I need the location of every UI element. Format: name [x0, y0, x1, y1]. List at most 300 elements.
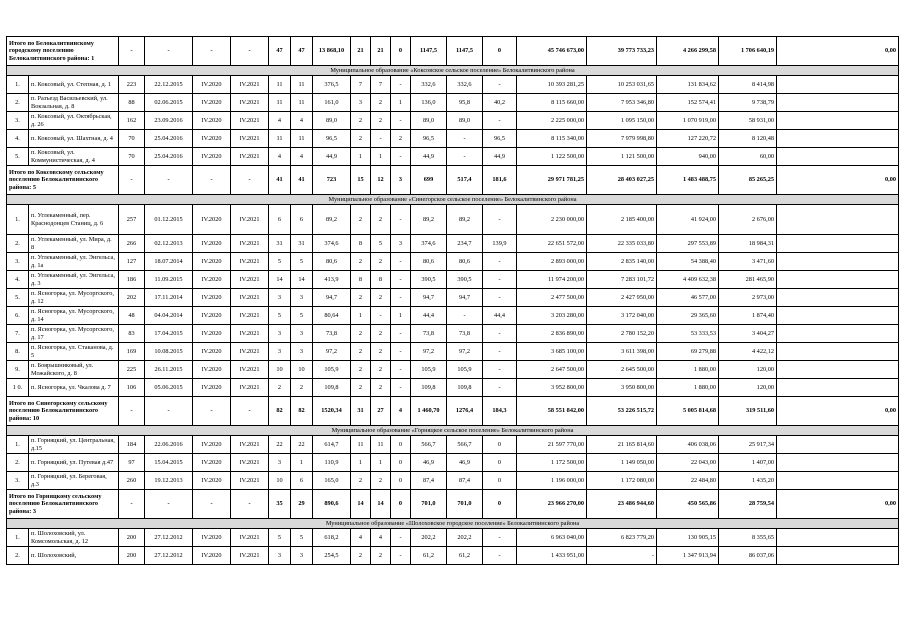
subtotal-cell: 47 — [291, 37, 313, 66]
data-cell: 40,2 — [483, 94, 517, 112]
data-cell: IV.2020 — [193, 76, 231, 94]
data-cell: IV.2020 — [193, 235, 231, 253]
section-title: Муниципальное образование «Коксовское сельское поселение» Белокалитвинского района — [7, 66, 899, 76]
data-cell: - — [483, 547, 517, 565]
data-cell: IV.2021 — [231, 547, 269, 565]
resettlement-table — [6, 36, 899, 565]
data-cell: 23.09.2016 — [145, 112, 193, 130]
data-cell: 566,7 — [411, 436, 447, 454]
data-cell: 3 471,60 — [719, 253, 777, 271]
data-cell: 2 — [371, 94, 391, 112]
data-cell: 69 279,88 — [657, 343, 719, 361]
subtotal-cell: 699 — [411, 166, 447, 195]
table-row — [7, 76, 899, 94]
data-cell — [777, 325, 899, 343]
data-cell: 80,6 — [313, 253, 351, 271]
data-cell: - — [371, 130, 391, 148]
data-cell: 4 — [351, 529, 371, 547]
address-cell: п. Углекаменный, ул. Энгельса, д. 3 — [29, 271, 119, 289]
data-cell: 11 — [371, 436, 391, 454]
data-cell: 8 115 660,00 — [517, 94, 587, 112]
subtotal-cell: 0 — [483, 490, 517, 519]
data-cell — [777, 235, 899, 253]
data-cell: 11 — [269, 76, 291, 94]
subtotal-cell: - — [145, 37, 193, 66]
data-cell: 1 880,00 — [657, 379, 719, 397]
data-cell: 44,9 — [411, 148, 447, 166]
data-cell: 3 — [269, 547, 291, 565]
data-cell: IV.2020 — [193, 205, 231, 235]
data-cell: IV.2021 — [231, 235, 269, 253]
data-cell: 1 433 951,00 — [517, 547, 587, 565]
data-cell: 200 — [119, 547, 145, 565]
table-row — [7, 307, 899, 325]
subtotal-cell: 1147,5 — [411, 37, 447, 66]
data-cell: - — [483, 112, 517, 130]
data-cell: 131 834,62 — [657, 76, 719, 94]
data-cell: 02.12.2013 — [145, 235, 193, 253]
data-cell: 390,5 — [447, 271, 483, 289]
data-cell: 7 979 998,80 — [587, 130, 657, 148]
address-cell: п. Горняцкий, ул. Центральная, д.15 — [29, 436, 119, 454]
data-cell: 2 645 500,00 — [587, 361, 657, 379]
subtotal-cell: 21 — [351, 37, 371, 66]
data-cell: - — [391, 289, 411, 307]
subtotal-cell: 319 511,60 — [719, 397, 777, 426]
data-cell: 0 — [483, 472, 517, 490]
data-cell: IV.2021 — [231, 472, 269, 490]
data-cell: IV.2020 — [193, 130, 231, 148]
data-cell: 184 — [119, 436, 145, 454]
data-cell: 61,2 — [447, 547, 483, 565]
data-cell — [777, 307, 899, 325]
data-cell: IV.2020 — [193, 253, 231, 271]
row-number: 1. — [7, 205, 29, 235]
data-cell: IV.2021 — [231, 148, 269, 166]
data-cell: IV.2020 — [193, 547, 231, 565]
data-cell: 22.12.2015 — [145, 76, 193, 94]
data-cell: 6 963 040,00 — [517, 529, 587, 547]
data-cell: 162 — [119, 112, 145, 130]
data-cell: IV.2021 — [231, 253, 269, 271]
data-cell: IV.2020 — [193, 529, 231, 547]
subtotal-row — [7, 397, 899, 426]
data-cell: IV.2021 — [231, 343, 269, 361]
data-cell: 1 149 050,00 — [587, 454, 657, 472]
data-cell: 22 484,80 — [657, 472, 719, 490]
data-cell: 200 — [119, 529, 145, 547]
subtotal-cell: 0,00 — [777, 490, 899, 519]
data-cell: 10 393 281,25 — [517, 76, 587, 94]
address-cell: п. Шолоховский, ул. Комсомольская, д. 12 — [29, 529, 119, 547]
subtotal-cell: 27 — [371, 397, 391, 426]
data-cell: IV.2020 — [193, 454, 231, 472]
section-header-row — [7, 519, 899, 529]
table-row — [7, 289, 899, 307]
data-cell: 46 577,00 — [657, 289, 719, 307]
data-cell: 2 973,00 — [719, 289, 777, 307]
data-cell: 19.12.2013 — [145, 472, 193, 490]
data-cell: 05.06.2015 — [145, 379, 193, 397]
data-cell: 3 — [269, 325, 291, 343]
data-cell: 44,9 — [313, 148, 351, 166]
address-cell: п. Разъезд Васильевский, ул. Вокзальная, д. 8 — [29, 94, 119, 112]
row-number: 2. — [7, 94, 29, 112]
data-cell: 406 038,06 — [657, 436, 719, 454]
data-cell: 80,6 — [411, 253, 447, 271]
table-row — [7, 472, 899, 490]
data-cell: 58 931,00 — [719, 112, 777, 130]
data-cell: 29 365,60 — [657, 307, 719, 325]
data-cell: 332,6 — [411, 76, 447, 94]
data-cell — [777, 289, 899, 307]
data-cell: 95,8 — [447, 94, 483, 112]
subtotal-cell: 184,3 — [483, 397, 517, 426]
data-cell: 1 095 150,00 — [587, 112, 657, 130]
data-cell: 61,2 — [411, 547, 447, 565]
data-cell: 11 — [291, 130, 313, 148]
table-row — [7, 235, 899, 253]
data-cell: 18 984,31 — [719, 235, 777, 253]
data-cell: 22 043,00 — [657, 454, 719, 472]
data-cell: 8 — [371, 271, 391, 289]
address-cell: п. Углекаменный, ул. Энгельса, д. 1а — [29, 253, 119, 271]
data-cell: 44,9 — [483, 148, 517, 166]
subtotal-cell: 517,4 — [447, 166, 483, 195]
data-cell: 2 — [351, 205, 371, 235]
data-cell: 3 — [291, 343, 313, 361]
data-cell: - — [447, 307, 483, 325]
data-cell: 4 — [371, 529, 391, 547]
subtotal-cell: - — [119, 166, 145, 195]
data-cell: 22 — [269, 436, 291, 454]
data-cell: 0 — [391, 436, 411, 454]
data-cell: 3 — [269, 289, 291, 307]
data-cell: - — [483, 529, 517, 547]
data-cell: 5 — [291, 307, 313, 325]
data-cell: 10 — [291, 361, 313, 379]
subtotal-cell: - — [193, 37, 231, 66]
data-cell: 169 — [119, 343, 145, 361]
subtotal-cell: - — [145, 490, 193, 519]
data-cell: IV.2020 — [193, 325, 231, 343]
data-cell: - — [391, 529, 411, 547]
data-cell: 2 676,00 — [719, 205, 777, 235]
data-cell: 2 225 000,00 — [517, 112, 587, 130]
data-cell: 161,0 — [313, 94, 351, 112]
data-cell: IV.2020 — [193, 343, 231, 361]
data-cell: 1 347 913,94 — [657, 547, 719, 565]
row-number: 1. — [7, 436, 29, 454]
data-cell: 1 — [291, 454, 313, 472]
data-cell: 94,7 — [447, 289, 483, 307]
table-row — [7, 94, 899, 112]
subtotal-cell: 82 — [291, 397, 313, 426]
row-number: 2. — [7, 454, 29, 472]
subtotal-cell: - — [119, 37, 145, 66]
data-cell — [777, 253, 899, 271]
data-cell: 2 — [371, 379, 391, 397]
data-cell: IV.2021 — [231, 205, 269, 235]
data-cell: 223 — [119, 76, 145, 94]
data-cell: IV.2021 — [231, 454, 269, 472]
data-cell: 97,2 — [447, 343, 483, 361]
subtotal-cell: - — [145, 166, 193, 195]
data-cell: 22 — [291, 436, 313, 454]
row-number: 1. — [7, 76, 29, 94]
data-cell: 3 685 100,00 — [517, 343, 587, 361]
data-cell: 7 — [351, 76, 371, 94]
address-cell: п. Ясногорка, ул. Мусоргского, д. 17 — [29, 325, 119, 343]
data-cell: IV.2021 — [231, 94, 269, 112]
data-cell: 257 — [119, 205, 145, 235]
subtotal-cell: 58 551 842,00 — [517, 397, 587, 426]
data-cell: 3 — [351, 94, 371, 112]
data-cell: 46,9 — [411, 454, 447, 472]
row-number: 3. — [7, 253, 29, 271]
data-cell: 83 — [119, 325, 145, 343]
data-cell: 8 115 340,00 — [517, 130, 587, 148]
subtotal-cell: 3 — [391, 166, 411, 195]
row-number: 2. — [7, 235, 29, 253]
section-header-row — [7, 66, 899, 76]
data-cell: 1 122 500,00 — [517, 148, 587, 166]
data-cell — [777, 94, 899, 112]
data-cell: 7 — [371, 76, 391, 94]
data-cell: 44,4 — [411, 307, 447, 325]
data-cell: 4 — [269, 112, 291, 130]
data-cell: 940,00 — [657, 148, 719, 166]
data-cell: 186 — [119, 271, 145, 289]
subtotal-cell: 53 226 515,72 — [587, 397, 657, 426]
data-cell: 5 — [269, 253, 291, 271]
data-cell: IV.2021 — [231, 76, 269, 94]
subtotal-label: Итого по Синегорскому сельскому поселению Белокалитвинского района: 10 — [7, 397, 119, 426]
data-cell — [777, 148, 899, 166]
data-cell: 6 — [291, 205, 313, 235]
data-cell: - — [587, 547, 657, 565]
table-row — [7, 343, 899, 361]
row-number: 1. — [7, 529, 29, 547]
subtotal-cell: 45 746 673,00 — [517, 37, 587, 66]
data-cell: 10 — [269, 361, 291, 379]
data-cell: 1 — [371, 454, 391, 472]
address-cell: п. Ясногорка, ул. Чкалова д. 7 — [29, 379, 119, 397]
data-cell — [777, 379, 899, 397]
subtotal-cell: 28 403 027,25 — [587, 166, 657, 195]
data-cell: 2 — [351, 112, 371, 130]
data-cell: 3 — [269, 343, 291, 361]
subtotal-cell: 0,00 — [777, 166, 899, 195]
data-cell: 3 611 398,00 — [587, 343, 657, 361]
housing-program-table-page — [6, 36, 898, 565]
address-cell: п. Коксовый, ул. Степная, д. 1 — [29, 76, 119, 94]
data-cell: 3 — [391, 235, 411, 253]
data-cell: 31 — [269, 235, 291, 253]
data-cell: - — [391, 361, 411, 379]
data-cell: 94,7 — [313, 289, 351, 307]
data-cell: 11 — [351, 436, 371, 454]
section-title: Муниципальное образование «Синегорское сельское поселение» Белокалитвинского района — [7, 195, 899, 205]
data-cell: 127 — [119, 253, 145, 271]
data-cell: 1 172 080,00 — [587, 472, 657, 490]
data-cell: 254,5 — [313, 547, 351, 565]
data-cell: 88 — [119, 94, 145, 112]
data-cell: - — [391, 112, 411, 130]
subtotal-row — [7, 166, 899, 195]
data-cell: IV.2020 — [193, 361, 231, 379]
data-cell: 1 070 919,00 — [657, 112, 719, 130]
subtotal-cell: 29 971 781,25 — [517, 166, 587, 195]
data-cell: 54 388,40 — [657, 253, 719, 271]
data-cell: 374,6 — [411, 235, 447, 253]
data-cell: - — [483, 289, 517, 307]
subtotal-cell: - — [231, 397, 269, 426]
table-row — [7, 205, 899, 235]
subtotal-cell: 1147,5 — [447, 37, 483, 66]
data-cell: 234,7 — [447, 235, 483, 253]
subtotal-cell: 21 — [371, 37, 391, 66]
data-cell: 97,2 — [313, 343, 351, 361]
subtotal-cell: 23 486 944,60 — [587, 490, 657, 519]
row-number: 1 0. — [7, 379, 29, 397]
subtotal-label: Итого по Белокалитвинскому городскому поселению Белокалитвинского района: 1 — [7, 37, 119, 66]
subtotal-cell: - — [193, 166, 231, 195]
data-cell — [777, 112, 899, 130]
data-cell: 14 — [291, 271, 313, 289]
subtotal-cell: 0,00 — [777, 37, 899, 66]
subtotal-cell: 701,0 — [447, 490, 483, 519]
data-cell: IV.2021 — [231, 325, 269, 343]
data-cell: - — [391, 148, 411, 166]
row-number: 2. — [7, 547, 29, 565]
data-cell: 10.08.2015 — [145, 343, 193, 361]
data-cell: 11 — [291, 76, 313, 94]
data-cell: 89,2 — [411, 205, 447, 235]
data-cell: 8 355,65 — [719, 529, 777, 547]
data-cell: 9 738,79 — [719, 94, 777, 112]
data-cell: 2 — [351, 289, 371, 307]
data-cell: - — [447, 148, 483, 166]
subtotal-cell: - — [193, 490, 231, 519]
data-cell: 281 465,90 — [719, 271, 777, 289]
data-cell: IV.2021 — [231, 130, 269, 148]
table-row — [7, 379, 899, 397]
data-cell: 2 — [351, 325, 371, 343]
data-cell: 3 404,27 — [719, 325, 777, 343]
data-cell: 1 874,40 — [719, 307, 777, 325]
data-cell: 1 196 000,00 — [517, 472, 587, 490]
address-cell: п. Коксовый, ул. Шахтная, д. 4 — [29, 130, 119, 148]
data-cell: 2 — [371, 325, 391, 343]
data-cell: 109,8 — [411, 379, 447, 397]
subtotal-cell: 23 966 270,00 — [517, 490, 587, 519]
data-cell: 139,9 — [483, 235, 517, 253]
table-row — [7, 529, 899, 547]
data-cell: 2 — [371, 472, 391, 490]
data-cell: - — [391, 343, 411, 361]
row-number: 3. — [7, 472, 29, 490]
address-cell: п. Ясногорка, ул. Стаканова, д. 5 — [29, 343, 119, 361]
data-cell: 25.04.2016 — [145, 148, 193, 166]
data-cell: 97 — [119, 454, 145, 472]
data-cell: 4 — [269, 148, 291, 166]
data-cell: - — [483, 253, 517, 271]
table-row — [7, 271, 899, 289]
data-cell: 3 172 040,00 — [587, 307, 657, 325]
table-row — [7, 325, 899, 343]
data-cell: 2 — [371, 112, 391, 130]
data-cell: IV.2020 — [193, 472, 231, 490]
subtotal-cell: 13 868,10 — [313, 37, 351, 66]
address-cell: п. Горняцкий, ул. Путевая д.47 — [29, 454, 119, 472]
data-cell: 4 409 632,38 — [657, 271, 719, 289]
data-cell: IV.2021 — [231, 529, 269, 547]
data-cell: 413,9 — [313, 271, 351, 289]
data-cell: 15.04.2015 — [145, 454, 193, 472]
data-cell: 110,9 — [313, 454, 351, 472]
data-cell: 96,5 — [411, 130, 447, 148]
data-cell: 7 283 101,72 — [587, 271, 657, 289]
data-cell: 48 — [119, 307, 145, 325]
subtotal-cell: 890,6 — [313, 490, 351, 519]
data-cell: 8 — [351, 271, 371, 289]
data-cell: - — [483, 361, 517, 379]
data-cell: - — [391, 547, 411, 565]
subtotal-cell: 1 706 640,19 — [719, 37, 777, 66]
data-cell: 2 230 000,00 — [517, 205, 587, 235]
data-cell: 1 435,20 — [719, 472, 777, 490]
data-cell: IV.2020 — [193, 379, 231, 397]
data-cell: IV.2021 — [231, 271, 269, 289]
data-cell: IV.2021 — [231, 289, 269, 307]
data-cell: 21 165 814,60 — [587, 436, 657, 454]
subtotal-label: Итого по Коксовскому сельскому поселению Белокалитвинского района: 5 — [7, 166, 119, 195]
data-cell: 73,8 — [411, 325, 447, 343]
data-cell: 2 — [269, 379, 291, 397]
data-cell: 566,7 — [447, 436, 483, 454]
data-cell: - — [391, 271, 411, 289]
data-cell: 202,2 — [447, 529, 483, 547]
data-cell — [777, 130, 899, 148]
address-cell: п. Боярышниковый, ул. Можайского, д. 8 — [29, 361, 119, 379]
subtotal-cell: 1 483 488,75 — [657, 166, 719, 195]
subtotal-cell: - — [231, 37, 269, 66]
subtotal-cell: - — [119, 490, 145, 519]
data-cell: IV.2020 — [193, 289, 231, 307]
data-cell: 7 953 346,80 — [587, 94, 657, 112]
data-cell — [777, 472, 899, 490]
data-cell: 27.12.2012 — [145, 547, 193, 565]
address-cell: п. Коксовый, ул. Октябрьская, д. 26 — [29, 112, 119, 130]
row-number: 9. — [7, 361, 29, 379]
data-cell: 86 037,06 — [719, 547, 777, 565]
data-cell — [777, 271, 899, 289]
data-cell: 02.06.2015 — [145, 94, 193, 112]
data-cell: 89,0 — [447, 112, 483, 130]
data-cell: 97,2 — [411, 343, 447, 361]
section-header-row — [7, 195, 899, 205]
data-cell: 1 880,00 — [657, 361, 719, 379]
subtotal-cell: - — [231, 490, 269, 519]
data-cell: 3 — [291, 325, 313, 343]
row-number: 3. — [7, 112, 29, 130]
row-number: 6. — [7, 307, 29, 325]
data-cell: 2 477 500,00 — [517, 289, 587, 307]
table-row — [7, 112, 899, 130]
data-cell: 136,0 — [411, 94, 447, 112]
data-cell: 73,8 — [447, 325, 483, 343]
